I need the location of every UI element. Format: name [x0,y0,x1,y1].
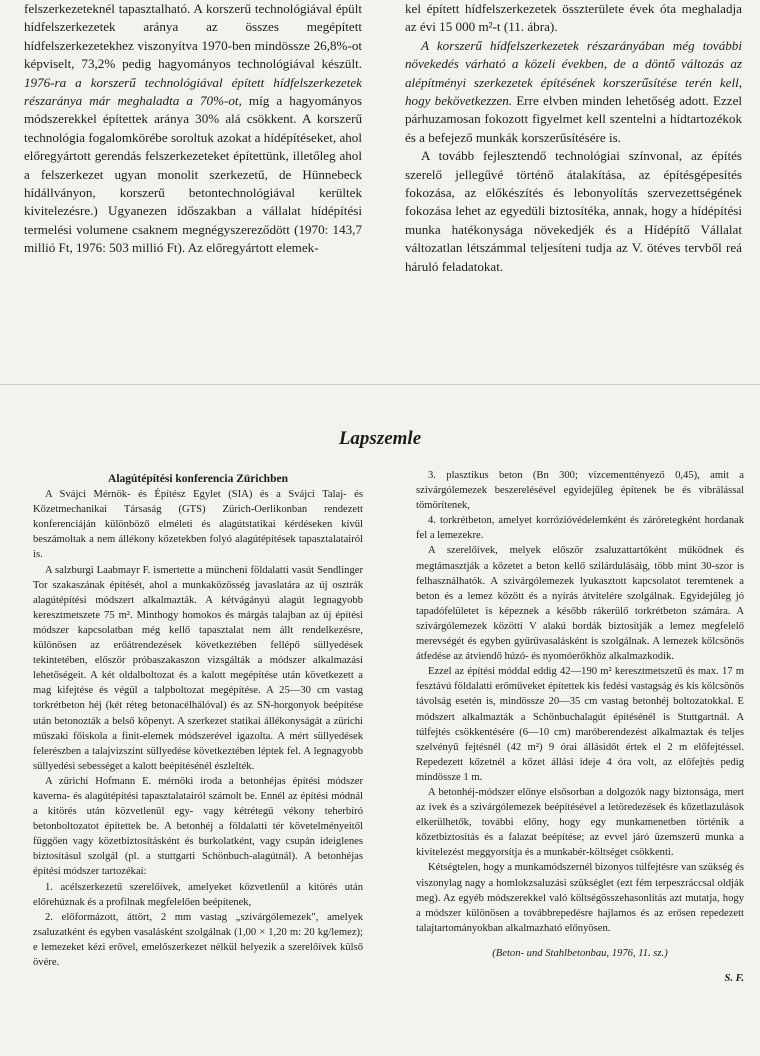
paragraph: A tovább fejlesztendő technológiai színvonal, az építés szerelő jellegűvé történő átalakítása, az építésgépesítés fokozása, az előkészítés és lebonyolítás szervezettségének fokozása lehet az egyedüli biztosítéka, annak, hogy a hídépítési munka hatékonysága növekedjék és a Hídépítő Vállalat változatlan létszámmal teljesíteni tudja az V. ötéves tervből reá háruló feladatokat. [405,148,742,274]
list-item: 3. plasztikus beton (Bn 300; vízcementtényező 0,45), amit a szivárgólemezek beszerelésével egyidejűleg építenek be és vibrálással tömörítenek, [416,470,744,512]
section-divider [0,384,760,385]
paragraph: A Svájci Mérnök- és Építész Egylet (SIA) és a Svájci Talaj- és Kőzetmechanikai Társaság (GTS) Zürich-Oerlikonban rendezett konferenciáján különböző elméleti és alagútstatikai kérdéseken kívül beszámoltak a nem állékony kőzetekben folyó alagútépítések tapasztalatairól is. [33,489,363,561]
article-title: Alagútépítési konferencia Zürichben [108,473,288,485]
paragraph: A szerelőívek, melyek először zsaluzattartóként működnek és megtámasztják a kőzetet a beton kellő szilárdulásáig, több mint 30-szor is felhasználhatók. A szivárgólemezek lyukasztott kapcsolatot teremtenek a beton és a lemez között és a nyírás átvitelére szolgálnak. Egyidejűleg jó tapadófelületet is képeznek a később rákerülő torkrétbeton számára. A szivárgólemezek közötti V alakú bordák biztosítják a lemez megfelelő merevségét és egyben gyűrűvasalásként is szolgálnak. A lemezek kölcsönös átfedése az átviendő húzó- és nyomóerőkhöz alkalmazkodik. [416,545,744,663]
bottom-left-column [33,472,363,970]
author-signature: S. F. [724,973,744,984]
section-title: Lapszemle [338,428,422,449]
bottom-right-column [416,468,744,986]
source-citation: (Beton- und Stahlbetonbau, 1976, 11. sz.) [492,947,668,959]
paragraph: A betonhéj-módszer előnye elsősorban a dolgozók nagy biztonsága, mert az ívek és a szivárgólemezek beépítésével a letöredezések és kőzetlazulások elkerülhetők, további előny, hogy egy munkamenetben történik a kőzetbiztosítás és a falazat beépítése; az evvel járó üzemszerű munka a kivitelezést meggyorsítja és a munkabér-költséget csökkenti. [416,786,744,859]
list-item: 4. torkrétbeton, amelyet korrózióvédelemként és záróretegként hordanak fel a lemezekre. [416,515,744,542]
paragraph: A salzburgi Laabmayr F. ismertette a müncheni földalatti vasút Sendlinger Tor szakaszának építését, ahol a munkaközösség javaslatára az új osztrák alagútépítési módszert alkalmazták. A kétvágányú alagút legnagyobb keresztmetszete 75 m². Minthogy homokos és márgás talajban az új építési módszer kapcsolatban még kellő tapasztalat nem állt rendelkezésre, különösen az erőátrendezések következtében fellépő süllyedések tekintetében, először próbaszakaszon vizsgálták a módszer alkalmazási lehetőségeit. A két oldalboltozat és a kalott megépítése után következett a mag kifejtése és végül a talpboltozat megépítése. A 25—30 cm vastag torkrétbeton héj (két réteg betonacélhálóval) és az SN-horgonyok beépítése után betonozták a belső köpenyt. A szerkezet statikai állékonyságát a zürichi műszaki főiskola a finit-elemek módszerével igazolta. A mért süllyedések felerészben a talajvizszint süllyedése következtében léptek fel. A legnagyobb süllyedési sebességet a kalott beépítésénél észlelték. [33,564,363,772]
paragraph: felszerkezeteknél tapasztalható. A korszerű technológiával épült hídfelszerkezetek aránya az összes megépített hídfelszerkezetekhez viszonyítva 1970-ben mindössze 26,8%-ot képviselt, 73,2% pedig hagyományos technológiával készült. 1976-ra a korszerű technológiával épített hídfelszerkezetek részaránya már meghaladta a 70%-ot, míg a hagyományos módszerekkel építettek aránya 30% alá csökkent. A korszerű technológia fogalomkörébe soroltuk azokat a hídépítéseket, ahol előregyártott gerendás felszerkezeteket építettünk, illetőleg ahol a felszerkezet ugyan monolit szerkezetű, de Hünnebeck hídállványon, korszerű betontechnológiával kerültek kivitelezésre.) Ugyanezen időszakban a vállalat hídépítési termelési volumene csaknem megnégyszereződött (1970: 143,7 millió Ft, 1976: 503 millió Ft). Az előregyártott elemek- [24,1,363,256]
paragraph: A korszerű hídfelszerkezetek részarányában még további növekedés várható a közeli években, de a döntő változás az alépítményi szerkezetek építésének korszerűsítése terén kell, hogy bekövetkezzen. Erre elvben minden lehetőség adott. Ezzel párhuzamosan fokozott figyelmet kell szentelni a hídtartozékok és a befejező munkák korszerűsítésére is. [405,37,743,145]
top-left-column [24,0,362,258]
paragraph: Ezzel az építési móddal eddig 42—190 m² keresztmetszetű és max. 17 m fesztávú földalatti erőműveket építettek kis fedési vastagság és kis kölcsönös távolság esetén is, mindössze 20—35 cm vastag betonhéj boltozatokkal. E módszert alkalmazták a Schönbuchalagút építésénél is Stuttgartnál. A túlfejtés csökkentésére (6—10 cm) maróberendezést alkalmaztak és teljes szelvényű fejtésnél (42 m²) 9 órai állásidőt értek el 2 m előfejtéssel. Repedezett kőzetnél a kőzet állási ideje 4 óra volt, az előfejtés pedig mindössze 1 m. [416,666,744,783]
list-item: 2. előformázott, áttört, 2 mm vastag „szivárgólemezek", amelyek zsaluzatként és egyben vasalásként szolgálnak (1,00 × 1,20 m: 20 kg/lemez); e lemezeket kézi erővel, emelőszerkezet nélkül helyezik a szerelőívek külső övére. [33,911,363,968]
list-item: 1. acélszerkezetű szerelőívek, amelyeket közvetlenül a kitörés után előrehúznak és a profilnak megfelelően beépítenek, [33,881,363,908]
paragraph: kel épített hídfelszerkezetek összterülete évek óta meghaladja az évi 15 000 m²-t (11. ábra). [405,1,742,35]
paragraph: A zürichi Hofmann E. mérnöki iroda a betonhéjas építési módszer kaverna- és alagútépítési tapasztalatairól számolt be. Ennél az építési módnál a kitörés után közvetlenül egy- vagy kétrétegű vékony teherbíró betonboltozatot építettek be. A betonhéj a földalatti tér követelményeitől függően vagy közetbiztosításként és burkolatként, vagy csupán ideiglenes biztosításul szolgál (pl. a stuttgarti Schönbuch-alagútnál). A betonhéjas építési módszer tartozékai: [33,775,363,878]
paragraph: Kétségtelen, hogy a munkamódszernél bizonyos túlfejtésre van szükség és viszonylag nagy a homlokzsaluzási szükséglet (ezt fém terpeszráccsal oldják meg). Az egyéb módszerekkel való költségösszehasonlítás azt mutatja, hogy a módszer különösen a továbbrepedésre hajlamos és az erősen repedezett talajtartományokban alkalmazható előnyösen. [416,862,744,934]
top-right-column [405,0,742,276]
